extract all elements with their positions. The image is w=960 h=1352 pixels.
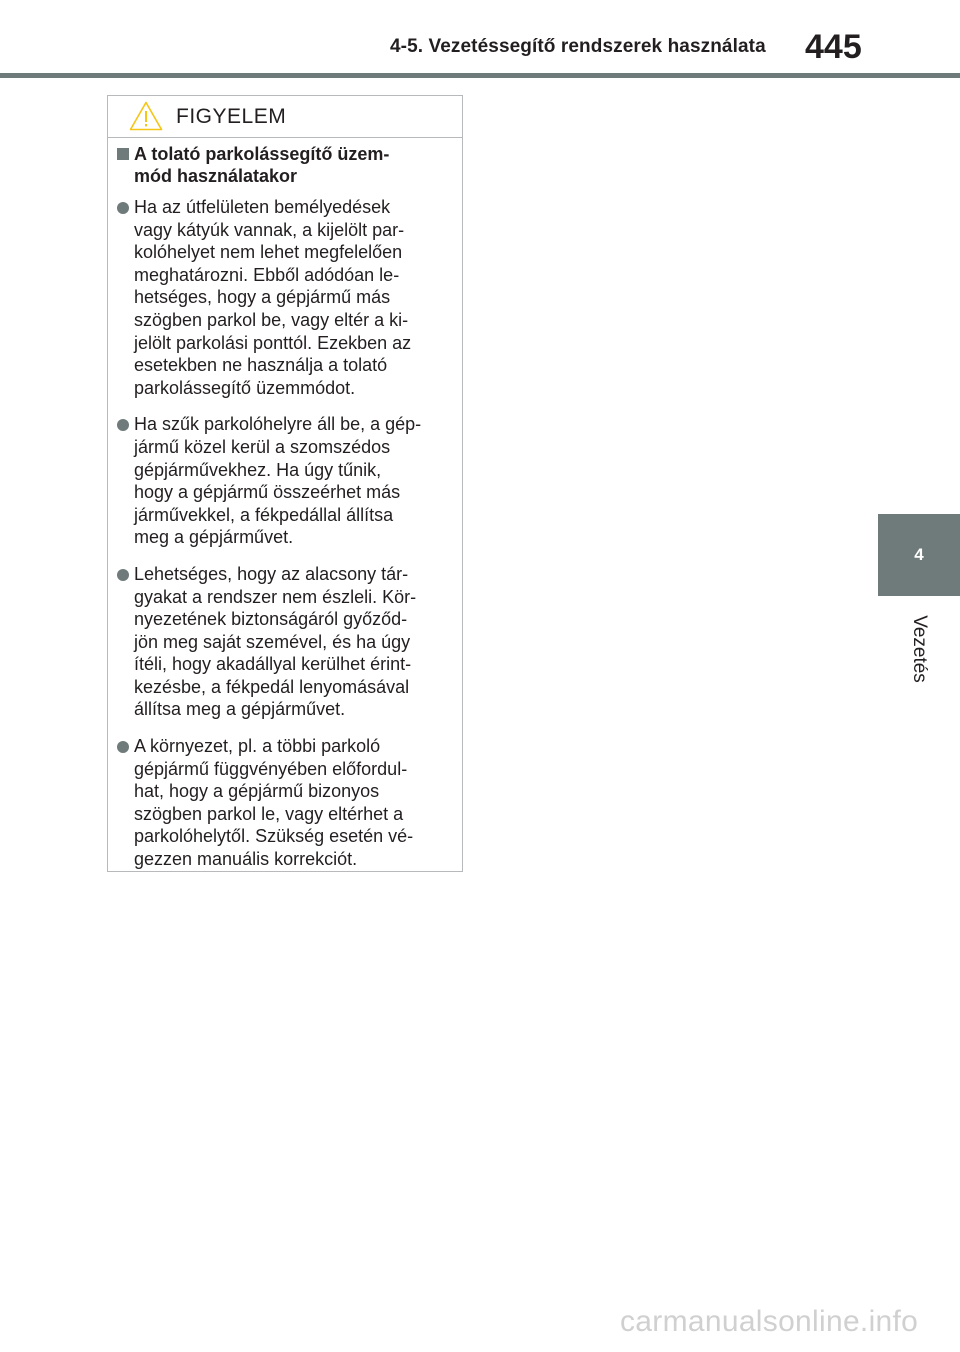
list-item-line: állítsa meg a gépjárművet. — [134, 699, 346, 720]
list-item-line: Ha az útfelületen bemélyedések — [134, 197, 391, 217]
list-item-line: jármű közel kerül a szomszédos — [134, 436, 391, 457]
warning-box — [107, 95, 463, 872]
page-header-title: 4-5. Vezetéssegítő rendszerek használata — [390, 36, 766, 57]
warning-body — [108, 138, 462, 871]
list-item-line: Lehetséges, hogy az alacsony tár- — [134, 563, 409, 584]
list-item-line: szögben parkol le, vagy eltérhet a — [134, 803, 404, 824]
list-item-line: esetekben ne használja a tolató — [134, 355, 388, 376]
list-item-line: A környezet, pl. a többi parkoló — [134, 736, 381, 757]
list-item-line: meghatározni. Ebből adódóan le- — [134, 264, 400, 285]
header-divider — [0, 73, 960, 78]
list-item-line: gyakat a rendszer nem észleli. Kör- — [134, 586, 417, 607]
chapter-label: Vezetés — [909, 615, 930, 683]
circle-bullet-icon — [117, 569, 129, 581]
section-heading-line: A tolató parkolássegítő üzem- — [134, 144, 390, 164]
list-item-line: hogy a gépjármű összeérhet más — [134, 482, 401, 503]
list-item — [117, 563, 448, 721]
watermark: carmanualsonline.info — [620, 1305, 919, 1338]
list-item — [117, 735, 448, 871]
list-item-line: Ha szűk parkolóhelyre áll be, a gép- — [134, 414, 422, 435]
circle-bullet-icon — [117, 202, 129, 214]
list-item — [117, 196, 448, 399]
square-bullet-icon — [117, 148, 129, 160]
list-item-line: meg a gépjárművet. — [134, 527, 294, 548]
list-item-line: kolóhelyet nem lehet megfelelően — [134, 242, 403, 263]
list-item-line: járművekkel, a fékpedállal állítsa — [134, 504, 394, 525]
section-heading — [117, 143, 448, 187]
list-item-line: hat, hogy a gépjármű bizonyos — [134, 781, 380, 802]
list-item-line: gépjárművekhez. Ha úgy tűnik, — [134, 459, 382, 480]
chapter-tab[interactable] — [878, 514, 960, 596]
list-item-line: vagy kátyúk vannak, a kijelölt par- — [134, 219, 405, 240]
warning-header — [108, 96, 462, 138]
list-item-line: gezzen manuális korrekciót. — [134, 849, 358, 870]
section-heading-line: mód használatakor — [134, 166, 298, 186]
list-item-line: gépjármű függvényében előfordul- — [134, 758, 408, 779]
warning-title: FIGYELEM — [176, 105, 287, 128]
list-item-line: jelölt parkolási ponttól. Ezekben az — [134, 332, 412, 353]
circle-bullet-icon — [117, 419, 129, 431]
list-item-line: kezésbe, a fékpedál lenyomásával — [134, 676, 410, 697]
list-item-line: szögben parkol be, vagy eltér a ki- — [134, 309, 409, 330]
list-item-line: parkolóhelytől. Szükség esetén vé- — [134, 826, 414, 847]
list-item-line: hetséges, hogy a gépjármű más — [134, 287, 391, 308]
list-item-line: nyezetének biztonságáról győződ- — [134, 609, 408, 630]
list-item-line: jön meg saját szemével, és ha úgy — [134, 631, 411, 652]
list-item — [117, 413, 448, 549]
list-item-line: parkolássegítő üzemmódot. — [134, 377, 356, 398]
warning-triangle-icon — [129, 101, 163, 136]
list-item-line: ítéli, hogy akadállyal kerülhet érint- — [134, 654, 412, 675]
circle-bullet-icon — [117, 741, 129, 753]
chapter-number: 4 — [914, 545, 924, 564]
page-number: 445 — [805, 28, 862, 66]
